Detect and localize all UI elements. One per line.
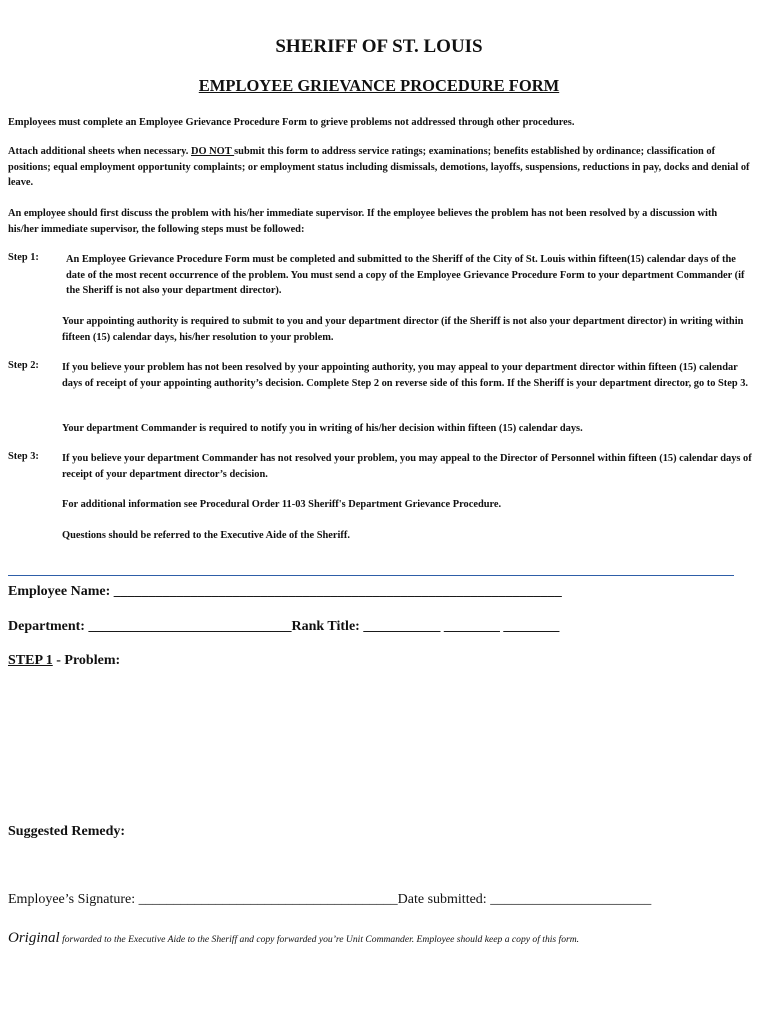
employee-name-field[interactable]: Employee Name: ________________________________________________________________ (8, 584, 562, 599)
footer-note (8, 929, 753, 947)
problem-heading-label: - Problem: (52, 653, 121, 668)
do-not-emphasis: DO NOT (191, 146, 235, 157)
intro-paragraph-1: Employees must complete an Employee Grievance Procedure Form to grieve problems not addressed through other procedures. (8, 117, 575, 128)
footer-text: forwarded to the Executive Aide to the Sheriff and copy forwarded you’re Unit Commander. Employee should keep a copy of this form. (59, 934, 580, 945)
rank-title-field[interactable]: Rank Title: ___________ ________ ________ (291, 619, 560, 634)
step-1-label: Step 1: (8, 252, 39, 263)
step-3-label: Step 3: (8, 451, 39, 462)
section-divider (8, 575, 734, 576)
step-2-text: If you believe your problem has not been resolved by your appointing authority, you may appeal to your department director within fifteen (15) calendar days of receipt of your appointing authority’s decision. Complete Step 2 on reverse side of this form. If the Sheriff is your department director, go to Step 3. (62, 362, 749, 389)
department-rank-row (8, 619, 559, 635)
form-title: EMPLOYEE GRIEVANCE PROCEDURE FORM (198, 76, 560, 95)
department-field[interactable]: Department: _____________________________ (8, 619, 292, 634)
signature-row (8, 892, 651, 908)
step-3-text: If you believe your department Commander has not resolved your problem, you may appeal to the Director of Personnel within fifteen (15) calendar days of receipt of your department director’s decision. (62, 453, 752, 480)
page-title: SHERIFF OF ST. LOUIS (275, 36, 483, 57)
additional-info: For additional information see Procedural Order 11-03 Sheriff's Department Grievance Procedure. (62, 499, 502, 510)
original-word: Original (8, 930, 60, 946)
intro-paragraph-2 (8, 144, 750, 191)
questions-note: Questions should be referred to the Executive Aide of the Sheriff. (62, 530, 350, 541)
step-2-label: Step 2: (8, 360, 39, 371)
intro-p2-rest: submit this form to address service ratings; examinations; benefits established by ordinance; classification of positions; equal employment opportunity complaints; or employment status including dismissals, demotions, layoffs, suspensions, reductions in pay, docks and denial of leave. (8, 146, 750, 188)
employee-signature-field[interactable]: Employee’s Signature: _____________________________________ (8, 892, 398, 907)
step-2-note: Your department Commander is required to notify you in writing of his/her decision within fifteen (15) calendar days. (62, 423, 583, 434)
suggested-remedy-heading: Suggested Remedy: (8, 824, 126, 839)
step-1-note: Your appointing authority is required to submit to you and your department director (if the Sheriff is not also your department director) in writing within fifteen (15) calendar days, his/her resolution to your problem. (62, 316, 744, 343)
intro-p2-lead: Attach additional sheets when necessary. (8, 146, 191, 157)
step-1-heading-label: STEP 1 (8, 653, 53, 668)
step-1-problem-heading (8, 653, 120, 669)
date-submitted-field[interactable]: Date submitted: _______________________ (397, 892, 652, 907)
step-1-text: An Employee Grievance Procedure Form must be completed and submitted to the Sheriff of the City of St. Louis within fifteen(15) calendar days of the date of the most recent occurrence of the problem. You must send a copy of the Employee Grievance Procedure Form to your department Commander (if the Sheriff is not also your department director). (66, 254, 745, 296)
intro-paragraph-3: An employee should first discuss the problem with his/her immediate supervisor. If the employee believes the problem has not been resolved by a discussion with his/her immediate supervisor, the following steps must be followed: (8, 208, 718, 235)
